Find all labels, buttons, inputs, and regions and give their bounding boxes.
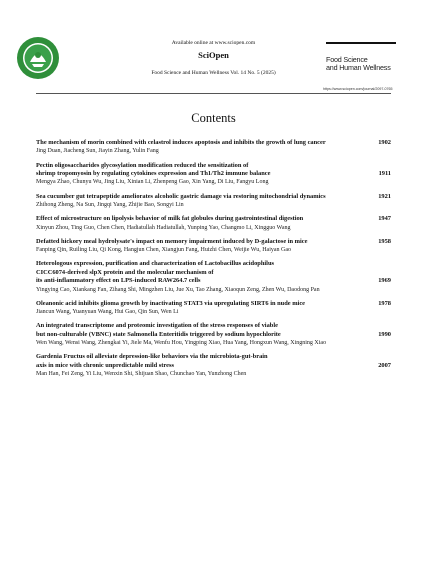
article-title-line: Gardenia Fructus oil alleviate depression-like behaviors via the microbiota-gut-brain [36, 353, 268, 361]
header-center [100, 40, 327, 77]
contents-heading: Contents [191, 111, 236, 125]
article-authors: Jiancun Wang, Yuanyuan Wang, Hui Gao, Qin Sun, Wen Li [36, 309, 179, 316]
article-title[interactable] [36, 260, 391, 285]
article-authors: Xinyun Zhou, Ting Guo, Chen Chen, Hadiatullah Hadiatullah, Yunping Yao, Changmo Li, Xingguo Wang [36, 224, 291, 231]
article-title[interactable] [36, 322, 391, 339]
article-title[interactable] [36, 215, 391, 223]
journal-title [326, 56, 396, 71]
page-number: 1990 [378, 330, 391, 338]
article-authors: Yingying Cao, Xiankang Fan, Zihang Shi, Mingzhen Liu, Jue Xu, Tao Zhang, Xiaoqun Zeng, Zhen Wu, Daodong Pan [36, 286, 320, 293]
article-title-line: CICC6074-derived slpX protein and the molecular mechanism of [36, 268, 214, 276]
page-number: 1958 [378, 237, 391, 245]
article-title[interactable] [36, 353, 391, 370]
toc-entry[interactable] [36, 353, 391, 378]
article-title[interactable] [36, 139, 391, 147]
article-authors: Jing Duan, Jiacheng Sun, Jiayin Zhang, Yulin Fang [36, 148, 159, 155]
article-authors: Man Han, Fei Zeng, Yi Liu, Wenxin Shi, Shijuan Shao, Chunchao Yan, Yunzhong Chen [36, 371, 247, 378]
article-title[interactable] [36, 193, 391, 201]
article-title[interactable] [36, 238, 391, 246]
article-title-line: Pectin oligosaccharides glycosylation modification reduced the sensitization of [36, 161, 249, 169]
article-title[interactable] [36, 300, 391, 308]
article-authors: Wen Wang, Wensi Wang, Zhengkai Yi, Jiele Ma, Wenfu Hou, Yingping Xiao, Hua Yang, Hongxun Wang, Xingning Xiao [36, 340, 327, 347]
toc-entry[interactable] [36, 300, 391, 316]
journal-url[interactable]: https://www.sciopen.com/journal/2097-0765 [323, 87, 393, 91]
toc-entry[interactable] [36, 238, 391, 254]
journal-citation: Food Science and Human Wellness Vol. 14 No. 5 (2025) [151, 70, 276, 76]
page-number: 2007 [378, 361, 391, 369]
page-number: 1902 [378, 139, 391, 146]
journal-title-line: Food Science [326, 55, 368, 64]
article-title[interactable] [36, 162, 391, 179]
article-title-line: Defatted hickory meal hydrolysate's impact on memory impairment induced by D-galactose in mice [36, 237, 308, 245]
page-header [0, 0, 427, 100]
publisher-name: SciOpen [198, 50, 229, 60]
article-title-line: but non-culturable (VBNC) state Salmonella Enteritidis triggered by sodium hypochlorite [36, 330, 281, 338]
page-number: 1921 [378, 192, 391, 200]
article-authors: Zhihong Zheng, Na Sun, Jingqi Yang, Zhijie Bao, Songyi Lin [36, 202, 184, 208]
toc-entry[interactable] [36, 193, 391, 209]
page-number: 1969 [378, 277, 391, 285]
toc-entry[interactable] [36, 260, 391, 293]
article-title-line: Heterologous expression, purification and characterization of Lactobacillus acidophilus [36, 260, 274, 268]
toc-entry[interactable] [36, 322, 391, 347]
article-title-line: its anti-inflammatory effect on LPS-induced RAW264.7 cells [36, 277, 201, 285]
article-authors: Mengya Zhao, Chunyu Wu, Jing Liu, Xinian Li, Zhenpeng Gao, Xin Yang, Di Liu, Fangyu Long [36, 179, 269, 186]
toc-entry[interactable] [36, 162, 391, 187]
toc-entry[interactable] [36, 139, 391, 155]
journal-logo-icon [16, 36, 60, 80]
journal-title-rule [326, 42, 396, 44]
article-title-line: axis in mice with chronic unpredictable mild stress [36, 361, 174, 369]
article-title-line: shrimp tropomyosin by regulating cytokines expression and Th1/Th2 immune balance [36, 170, 271, 177]
page-number: 1978 [378, 299, 391, 307]
table-of-contents [36, 139, 391, 384]
article-title-line: Effect of microstructure on lipolysis behavior of milk fat globules during gastrointestinal digestion [36, 215, 304, 223]
article-authors: Fanping Qin, Ruiling Liu, Qi Kong, Hangjun Chen, Xiangjun Fang, Huizhi Chen, Weijie Wu, Haiyan Gao [36, 247, 292, 254]
availability-note: Available online at www.sciopen.com [171, 40, 256, 46]
journal-title-line: and Human Wellness [326, 62, 391, 72]
page-number: 1947 [378, 215, 391, 223]
article-title-line: The mechanism of morin combined with celastrol induces apoptosis and inhibits the growth of lung cancer [36, 139, 326, 146]
article-title-line: Sea cucumber gut tetrapeptide ameliorates alcoholic gastric damage via restoring mitochondrial dynamics [36, 192, 326, 200]
page-number: 1911 [378, 169, 391, 177]
header-divider [36, 93, 391, 94]
article-title-line: An integrated transcriptome and proteomic investigation of the stress responses of viable [36, 322, 278, 330]
toc-entry[interactable] [36, 215, 391, 231]
article-title-line: Oleanonic acid inhibits glioma growth by inactivating STAT3 via upregulating SIRT6 in nude mice [36, 299, 305, 307]
journal-title-block [326, 42, 396, 71]
